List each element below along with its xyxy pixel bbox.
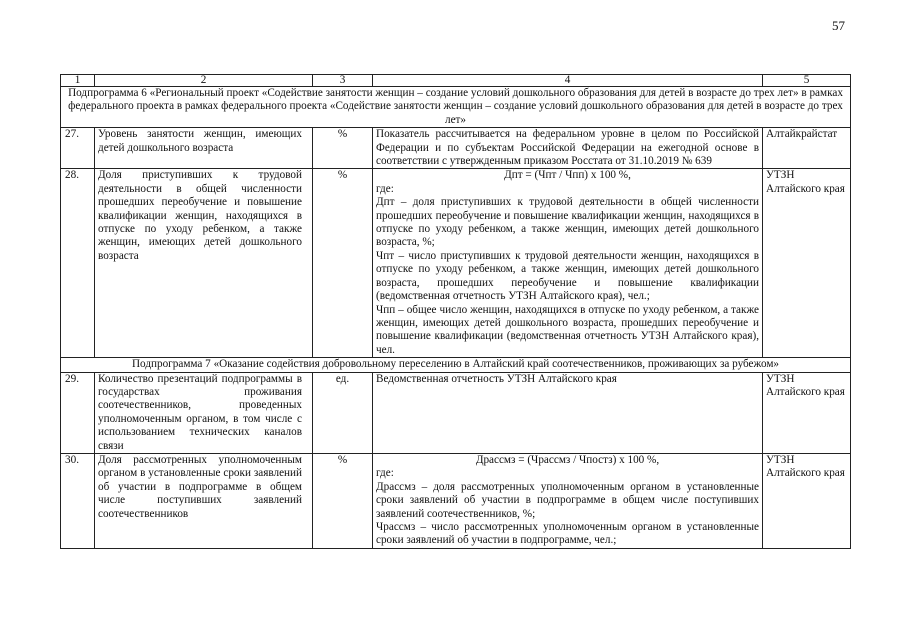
calculation-method [373, 453, 763, 548]
unit: ед. [313, 372, 373, 453]
page-number: 57 [832, 18, 845, 33]
header-col-3: 3 [313, 75, 373, 87]
calculation-method [373, 372, 763, 453]
table-row [61, 169, 851, 358]
unit: % [313, 453, 373, 548]
method-line: Ведомственная отчетность УТЗН Алтайского края [376, 372, 617, 385]
indicator-name: Доля рассмотренных уполномоченным органом в установленные сроки заявлений об участии в подпрограмме в общем числе поступивших заявлений соотечественников [95, 453, 313, 548]
formula: Дпт = (Чпт / Чпп) х 100 %, [504, 169, 631, 182]
method-line: Драссмз – доля рассмотренных уполномоченным органом в установленные сроки заявлений об участии в подпрограмме в общем числе поступивших заявлений соотечественников, %; [376, 480, 759, 520]
unit: % [313, 128, 373, 169]
calculation-method [373, 169, 763, 358]
subprogram-title: Подпрограмма 7 «Оказание содействия добровольному переселению в Алтайский край соотечественников, проживающих за рубежом» [61, 358, 851, 372]
row-number: 29. [61, 372, 95, 453]
row-number: 30. [61, 453, 95, 548]
data-source: УТЗН Алтайского края [763, 169, 851, 358]
table-row [61, 128, 851, 169]
method-line: где: [376, 182, 394, 195]
subprogram-row [61, 87, 851, 128]
indicator-name: Количество презентаций подпрограммы в государствах проживания соотечественников, проведенных уполномоченным органом, в том числе с использованием технических каналов связи [95, 372, 313, 453]
row-number: 27. [61, 128, 95, 169]
method-line: Дпт – доля приступивших к трудовой деятельности в общей численности прошедших переобучение и повышение квалификации женщин, находящихся в отпуске по уходу ребенком, а также женщин, имеющих детей дошкольного возраста, %; [376, 196, 759, 249]
method-line: где: [376, 467, 394, 480]
unit: % [313, 169, 373, 358]
data-source: Алтайкрайстат [763, 128, 851, 169]
row-number: 28. [61, 169, 95, 358]
method-line: Чпп – общее число женщин, находящихся в отпуске по уходу ребенком, а также женщин, имеющих детей дошкольного возраста, прошедших переобучение и повышение квалификации (ведомственная отчетность УТЗН Алтайского края), чел. [376, 303, 759, 356]
formula: Драссмз = (Чрассмз / Чпостз) х 100 %, [475, 453, 660, 466]
indicator-name: Доля приступивших к трудовой деятельности в общей численности прошедших переобучение и повышение квалификации женщин, находящихся в отпуске по уходу ребенком, а также женщин, имеющих детей дошкольного возраста [95, 169, 313, 358]
header-col-1: 1 [61, 75, 95, 87]
data-source: УТЗН Алтайского края [763, 453, 851, 548]
method-line: Чрассмз – число рассмотренных уполномоченным органом в установленные сроки заявлений об участии в подпрограмме, чел.; [376, 521, 759, 547]
table-row [61, 372, 851, 453]
indicators-table [60, 74, 851, 549]
subprogram-row [61, 358, 851, 372]
header-row [61, 75, 851, 87]
indicator-name: Уровень занятости женщин, имеющих детей дошкольного возраста [95, 128, 313, 169]
table-row [61, 453, 851, 548]
header-col-5: 5 [763, 75, 851, 87]
calculation-method [373, 128, 763, 169]
method-line: Показатель рассчитывается на федеральном уровне в целом по Российской Федерации и по субъектам Российской Федерации на ежегодной основе в соответствии с утвержденным приказом Росстата от 31.10.2019 № 639 [376, 128, 759, 168]
data-source: УТЗН Алтайского края [763, 372, 851, 453]
header-col-2: 2 [95, 75, 313, 87]
method-line: Чпт – число приступивших к трудовой деятельности женщин, находящихся в отпуске по уходу ребенком, а также женщин, имеющих детей дошкольного возраста, прошедших переобучение и повышение квалификации (ведомственная отчетность УТЗН Алтайского края), чел.; [376, 249, 759, 303]
subprogram-title: Подпрограмма 6 «Региональный проект «Содействие занятости женщин – создание условий дошкольного образования для детей в возрасте до трех лет» в рамках федерального проекта в рамках федерального проекта «Содействие занятости женщин – создание условий дошкольного образования для детей в возрасте до трех лет» [61, 87, 851, 128]
header-col-4: 4 [373, 75, 763, 87]
